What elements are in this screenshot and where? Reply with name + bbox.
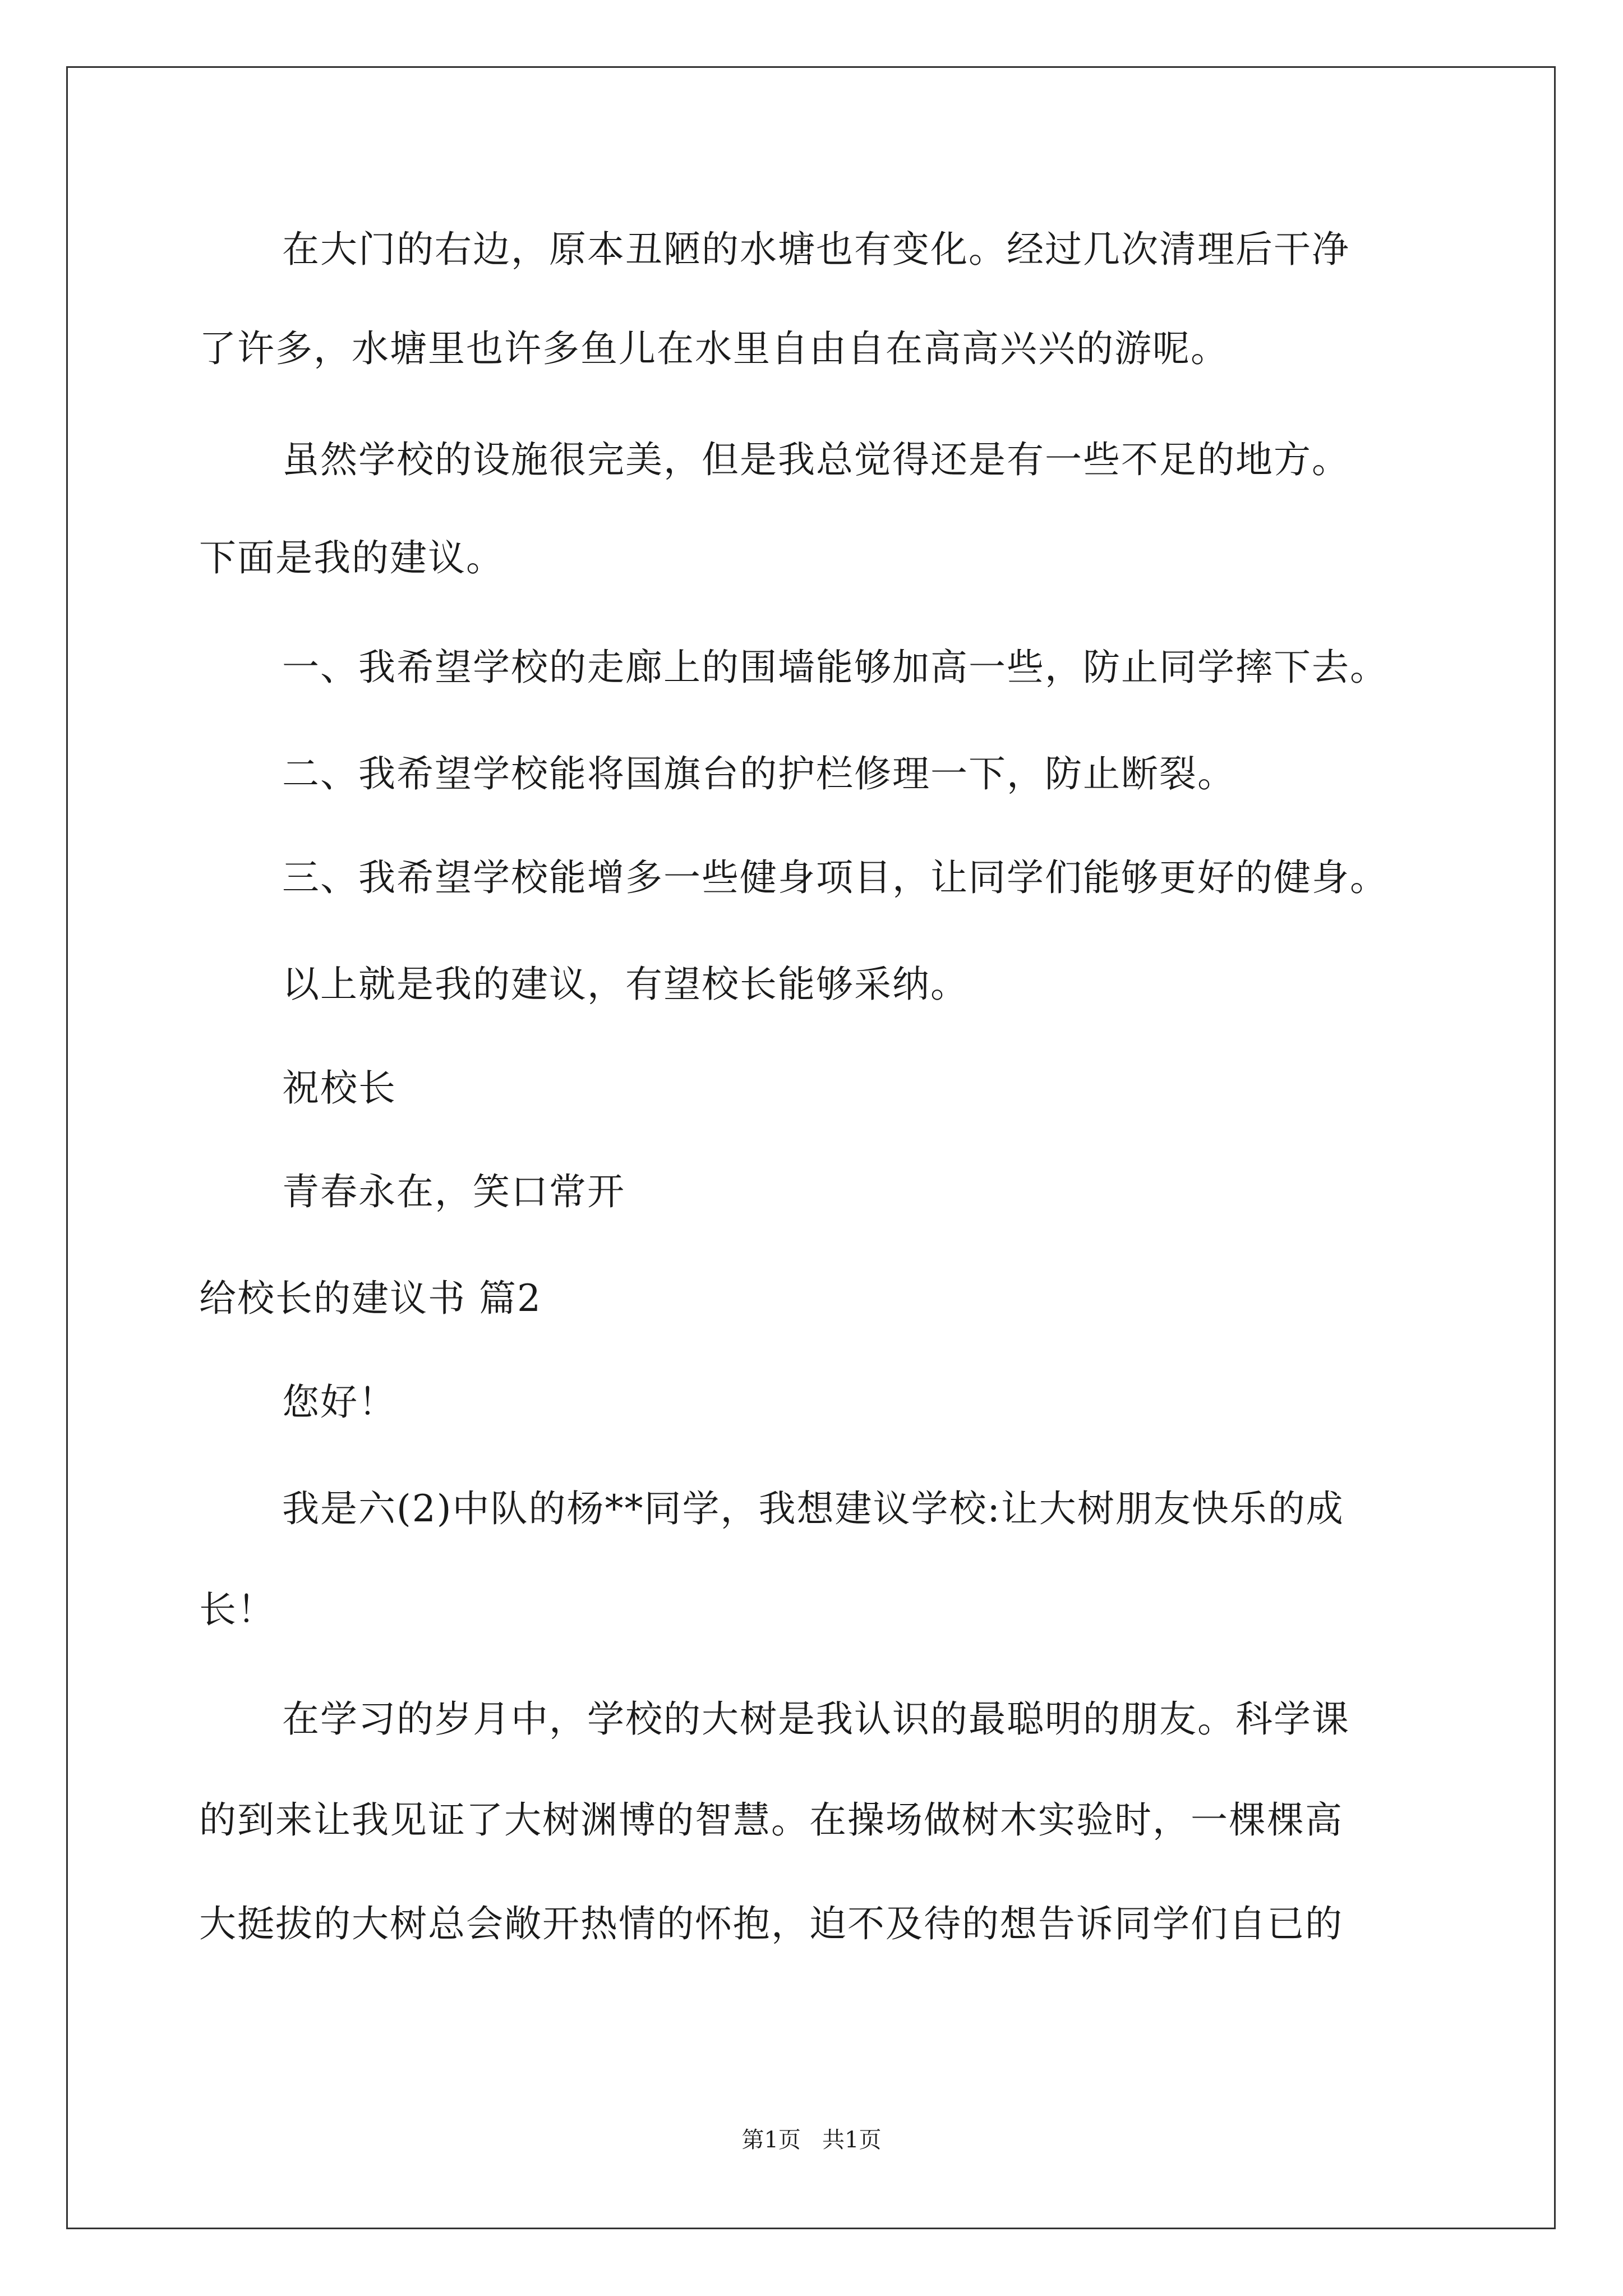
paragraph-trees-line-2: 的到来让我见证了大树渊博的智慧。在操场做树木实验时，一棵棵高 (199, 1798, 1343, 1842)
greeting: 您好！ (282, 1381, 396, 1424)
closing-statement: 以上就是我的建议，有望校长能够采纳。 (282, 963, 969, 1006)
paragraph-trees-line-3: 大挺拔的大树总会敞开热情的怀抱，迫不及待的想告诉同学们自已的 (199, 1902, 1343, 1945)
paragraph-intro-line-2: 长！ (199, 1588, 275, 1631)
paragraph-1-line-2: 了许多，水塘里也许多鱼儿在水里自由自在高高兴兴的游呢。 (199, 327, 1229, 370)
blessing: 青春永在，笑口常开 (282, 1170, 625, 1213)
suggestion-1: 一、我希望学校的走廊上的围墙能够加高一些，防止同学摔下去。 (282, 646, 1388, 689)
paragraph-intro-line-1: 我是六(2)中队的杨**同学，我想建议学校:让大树朋友快乐的成 (282, 1487, 1344, 1530)
suggestion-2: 二、我希望学校能将国旗台的护栏修理一下，防止断裂。 (282, 752, 1235, 795)
paragraph-trees-line-1: 在学习的岁月中，学校的大树是我认识的最聪明的朋友。科学课 (282, 1697, 1350, 1741)
page-indicator: 第1页 共1页 (741, 2127, 882, 2153)
paragraph-1-line-1: 在大门的右边，原本丑陋的水塘也有变化。经过几次清理后干净 (282, 228, 1350, 271)
section-title: 给校长的建议书 篇2 (199, 1277, 542, 1320)
suggestion-3: 三、我希望学校能增多一些健身项目，让同学们能够更好的健身。 (282, 856, 1388, 899)
salutation-closing: 祝校长 (282, 1066, 396, 1110)
paragraph-2-line-2: 下面是我的建议。 (199, 536, 504, 579)
paragraph-2-line-1: 虽然学校的设施很完美，但是我总觉得还是有一些不足的地方。 (282, 438, 1350, 481)
